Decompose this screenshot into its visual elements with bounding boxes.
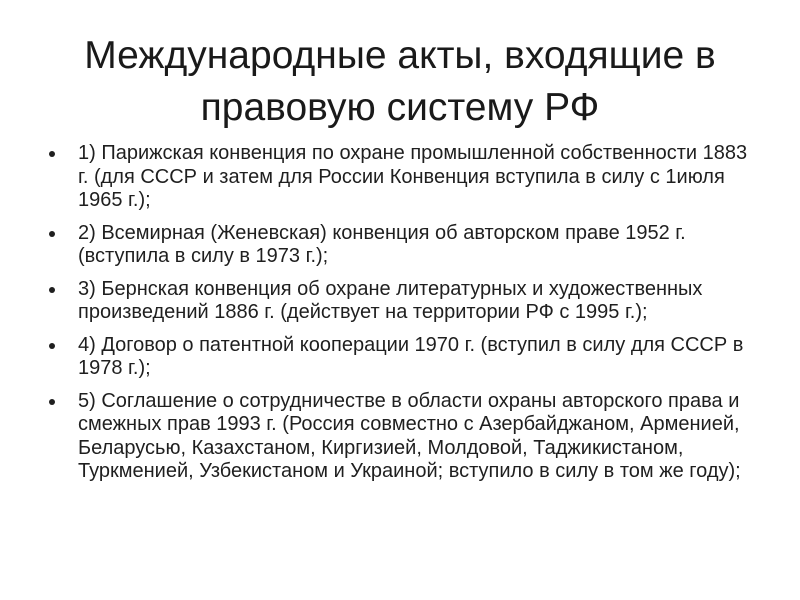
bullet-item xyxy=(40,278,760,325)
bullet-item xyxy=(40,142,760,213)
bullet-icon xyxy=(49,231,55,237)
bullet-item xyxy=(40,334,760,381)
bullet-item xyxy=(40,222,760,269)
bullet-icon xyxy=(49,343,55,349)
bullet-item xyxy=(40,390,760,484)
slide-title: Международные акты, входящие в правовую систему РФ xyxy=(84,34,716,129)
bullet-list xyxy=(40,142,760,493)
bullet-icon xyxy=(49,287,55,293)
bullet-icon xyxy=(49,399,55,405)
bullet-text: 5) Соглашение о сотрудничестве в области охраны авторского права и смежных прав 1993 г. (Россия совместно с Азербайджаном, Арменией, Беларусью, Казахстаном, Киргизией, Молдовой, Таджикистаном, Туркменией, Узбекистаном и Украиной; вступило в силу в том же году); xyxy=(78,389,741,482)
bullet-icon xyxy=(49,151,55,157)
bullet-text: 3) Бернская конвенция об охране литературных и художественных произведений 1886 г. (действует на территории РФ с 1995 г.); xyxy=(78,277,703,323)
bullet-text: 1) Парижская конвенция по охране промышленной собственности 1883 г. (для СССР и затем для России Конвенция вступила в силу с 1июля 1965 г.); xyxy=(78,142,748,211)
bullet-text: 2) Всемирная (Женевская) конвенция об авторском праве 1952 г. (вступила в силу в 1973 г.); xyxy=(78,221,686,267)
bullet-text: 4) Договор о патентной кооперации 1970 г. (вступил в силу для СССР в 1978 г.); xyxy=(78,333,744,379)
